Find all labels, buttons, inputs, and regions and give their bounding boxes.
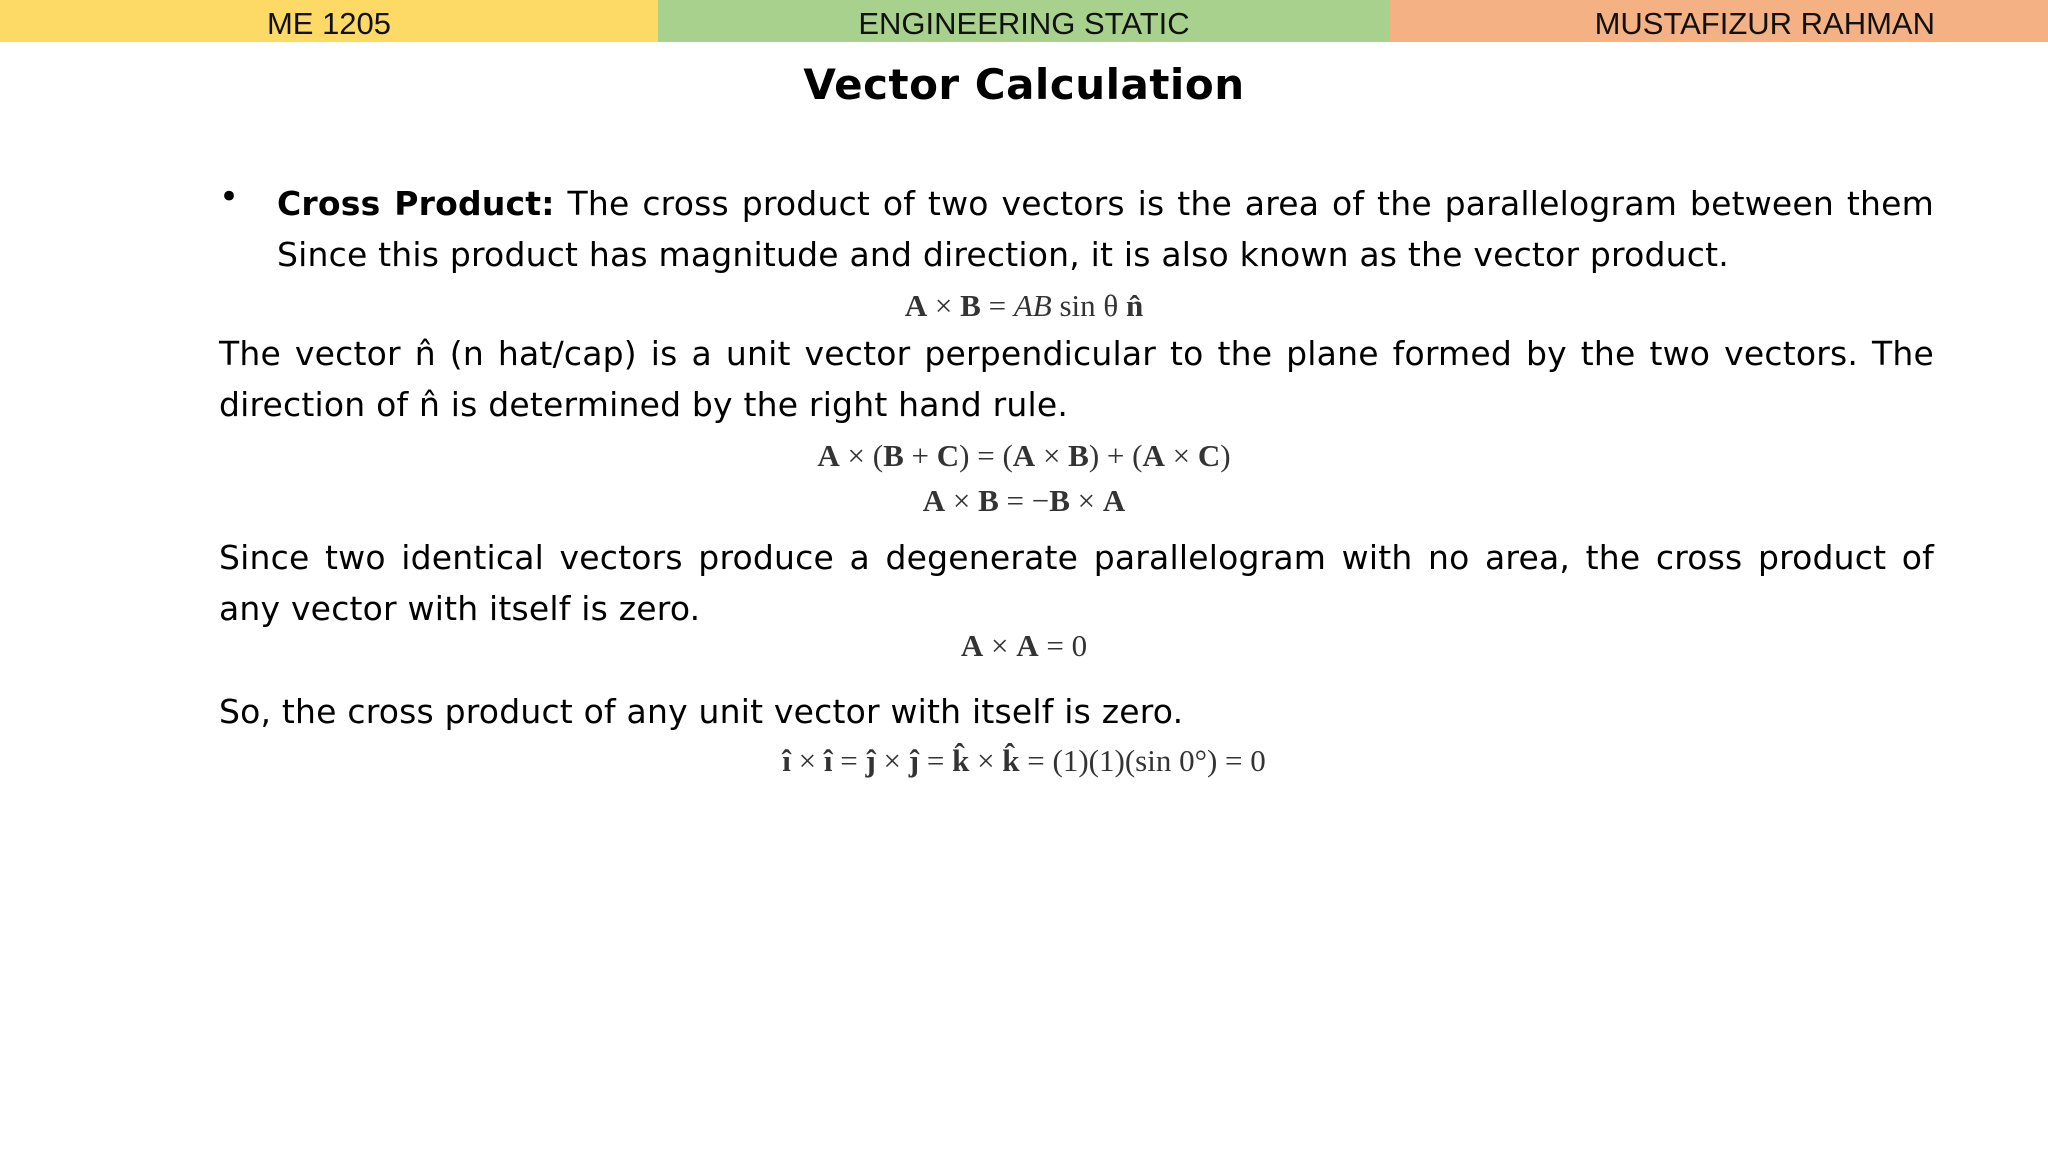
header-author <box>1390 0 2048 42</box>
equation-cross-product-definition: A × B = AB sin θ n̂ <box>904 288 1144 323</box>
equation-self-cross-zero: A × A = 0 <box>960 628 1088 663</box>
bullet-icon: • <box>219 177 240 217</box>
slide-title: Vector Calculation <box>803 60 1245 109</box>
header-author-text: MUSTAFIZUR RAHMAN <box>1594 6 1935 41</box>
paragraph-degenerate: Since two identical vectors produce a degenerate parallelogram with no area, the cross product of any vector with itself is zero. <box>219 538 1934 628</box>
equation-anticommutative: A × B = −B × A <box>922 483 1126 518</box>
paragraph-unit-vector-self: So, the cross product of any unit vector with itself is zero. <box>219 692 1184 731</box>
slide-header <box>0 0 2048 42</box>
equation-unit-vectors-zero: î × î = ĵ × ĵ = k̂ × k̂ = (1)(1)(sin 0°) = 0 <box>782 743 1266 778</box>
header-course-title: ENGINEERING STATIC <box>658 0 1390 42</box>
bullet-text <box>277 178 1934 280</box>
bullet-term: Cross Product: <box>277 184 555 223</box>
header-course-code: ME 1205 <box>0 0 658 42</box>
bullet-body: The cross product of two vectors is the area of the parallelogram between them Since this product has magnitude and direction, it is also known as the vector product. <box>277 184 1934 274</box>
paragraph-unit-vector: The vector n̂ (n hat/cap) is a unit vector perpendicular to the plane formed by the two vectors. The direction of n̂ is determined by the right hand rule. <box>219 334 1934 424</box>
equation-distributive: A × (B + C) = (A × B) + (A × C) <box>817 438 1231 473</box>
